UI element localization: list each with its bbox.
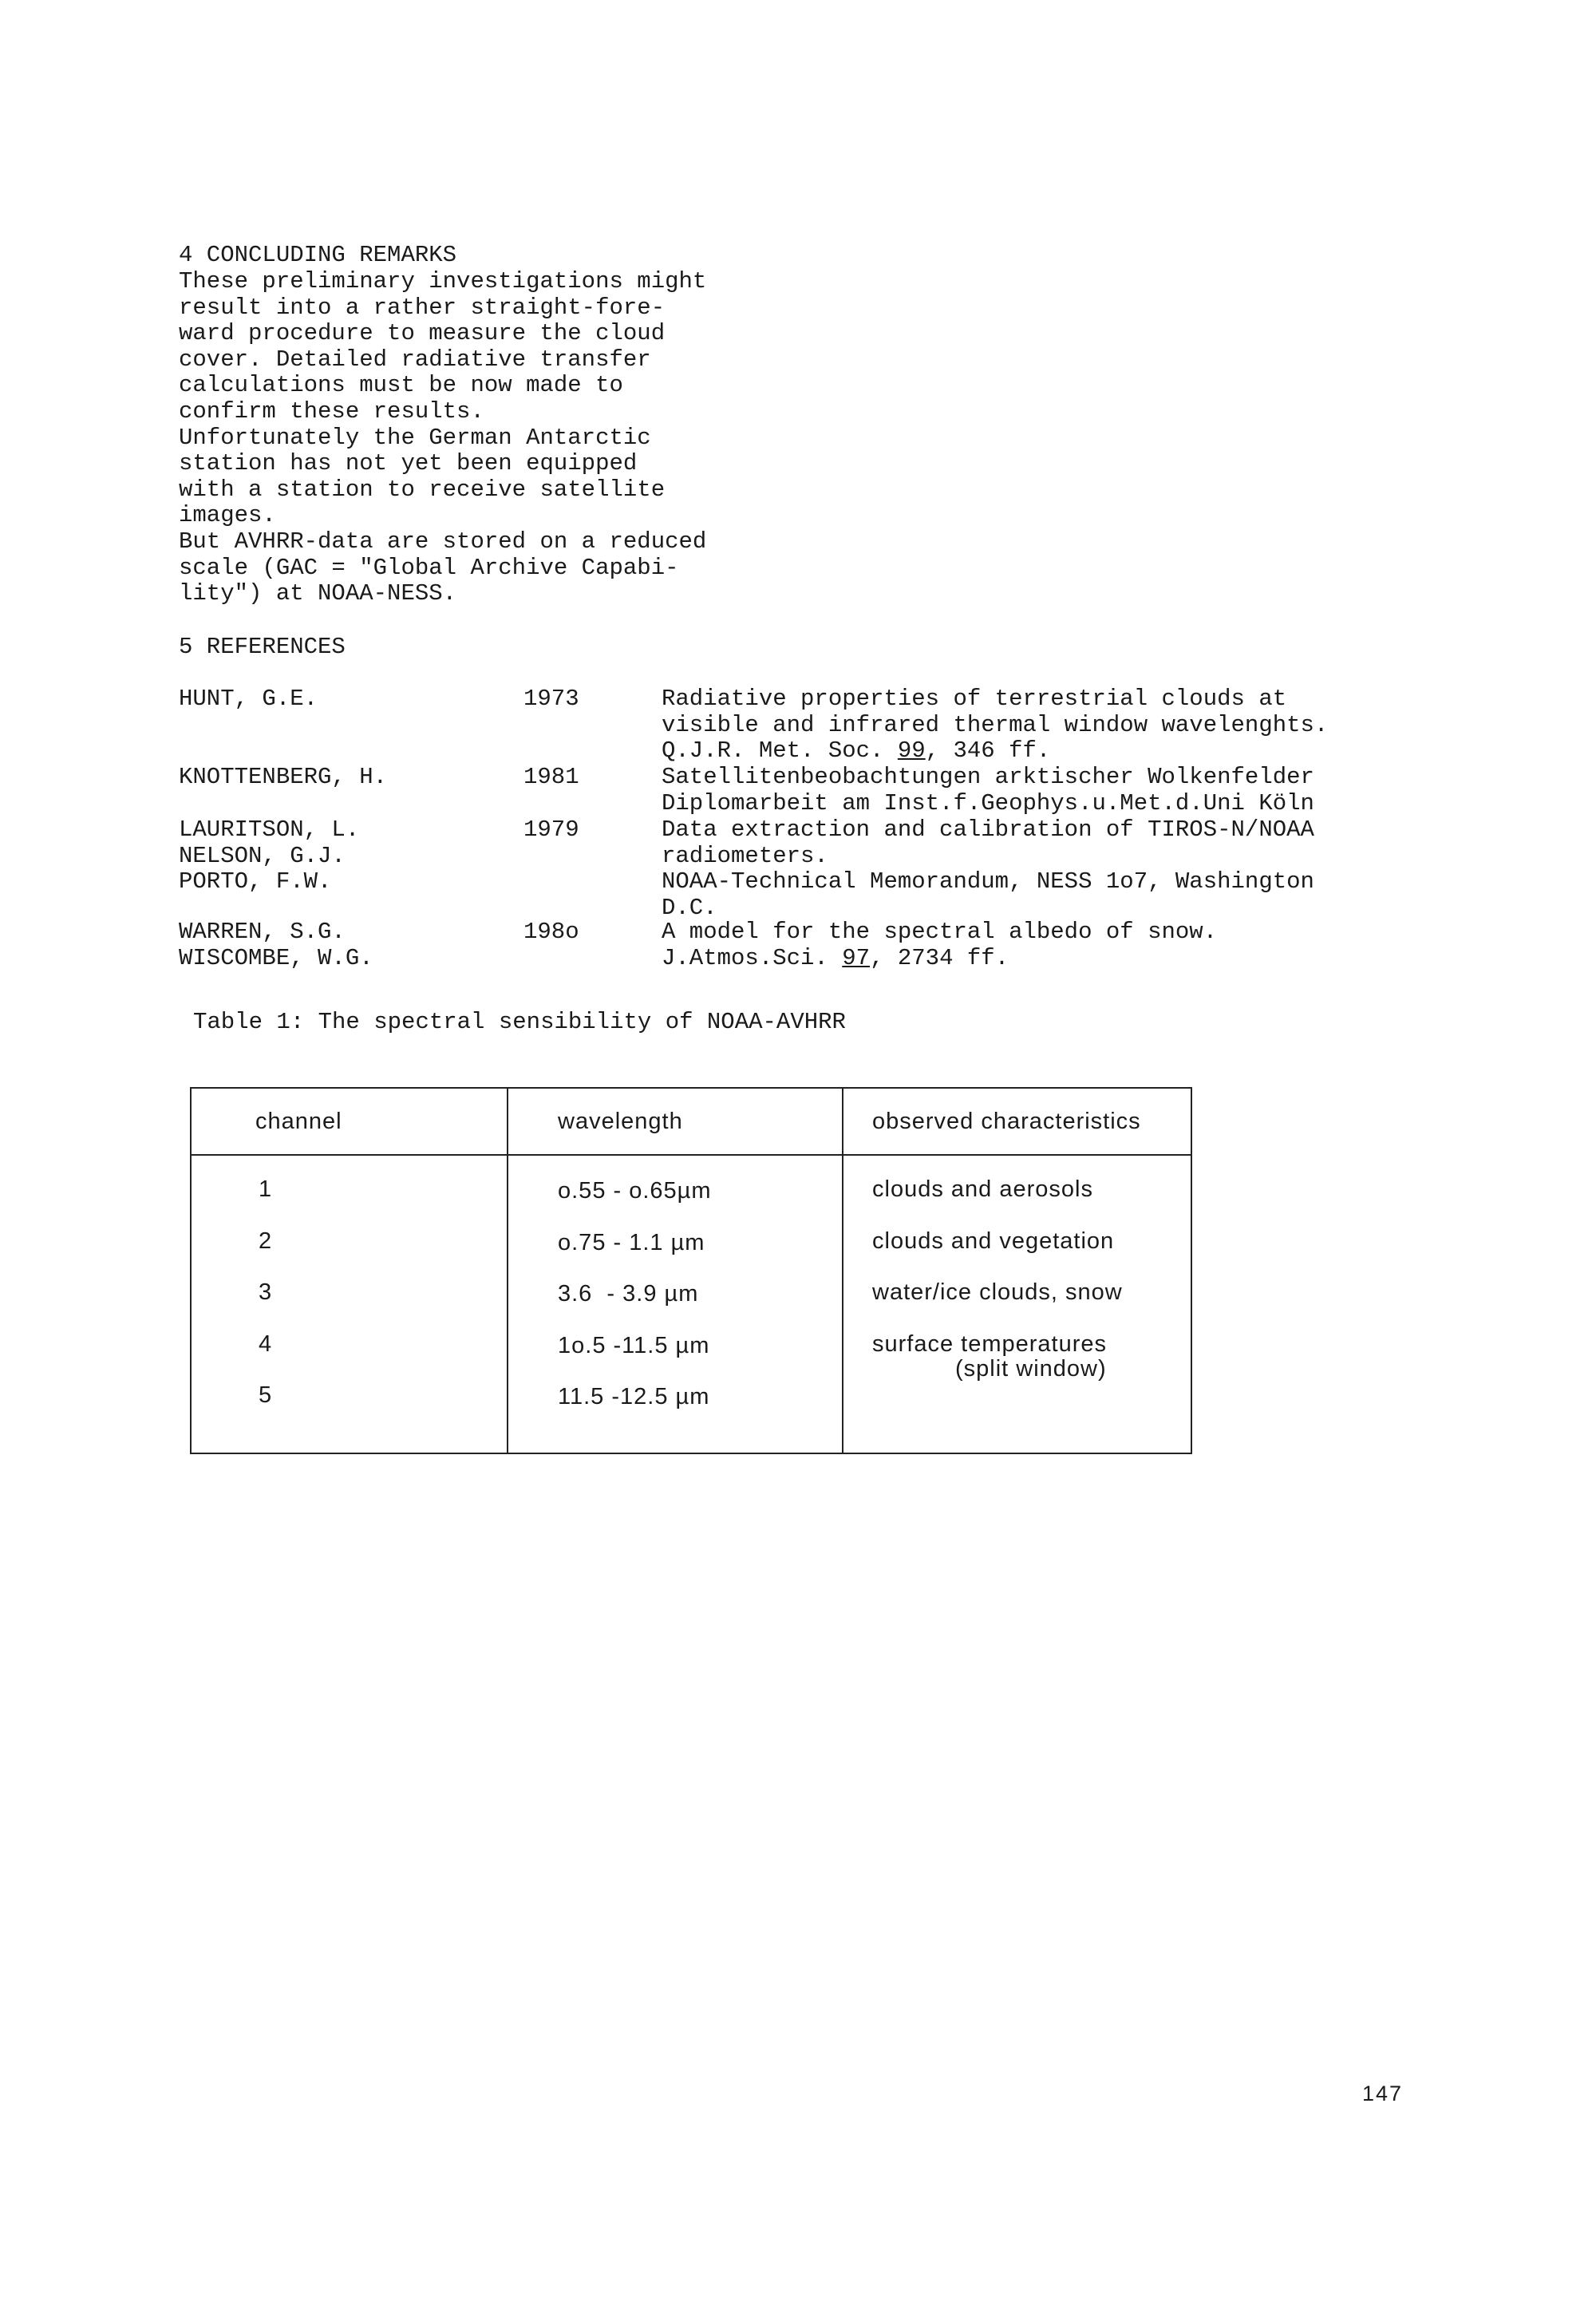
- table-caption: Table 1: The spectral sensibility of NOAA-AVHRR: [193, 1009, 846, 1035]
- reference-authors: [179, 919, 373, 971]
- reference-author: PORTO, F.W.: [179, 868, 332, 895]
- channel-column: [191, 1155, 508, 1453]
- reference-line: Diplomarbeit am Inst.f.Geophys.u.Met.d.Uni Köln: [662, 789, 1314, 816]
- paragraph-line: images.: [179, 502, 276, 529]
- paragraph-line: But AVHRR-data are stored on a reduced: [179, 528, 707, 555]
- reference-author: WISCOMBE, W.G.: [179, 944, 373, 971]
- reference-year: 1981: [523, 764, 579, 790]
- paragraph-line: lity") at NOAA-NESS.: [179, 580, 457, 607]
- reference-author: LAURITSON, L.: [179, 816, 360, 843]
- section-heading-concluding-remarks: 4 CONCLUDING REMARKS: [179, 242, 457, 268]
- table-cell: 4: [259, 1330, 273, 1357]
- reference-year: 198o: [523, 919, 579, 945]
- reference-pages: , 346 ff.: [925, 737, 1051, 765]
- reference-author: KNOTTENBERG, H.: [179, 764, 388, 790]
- paragraph-line: ward procedure to measure the cloud: [179, 320, 666, 347]
- reference-line: D.C.: [662, 894, 717, 921]
- reference-line: visible and infrared thermal window wavelenghts.: [662, 711, 1329, 738]
- table-cell: water/ice clouds, snow: [872, 1279, 1123, 1305]
- reference-line: Radiative properties of terrestrial clouds at: [662, 686, 1287, 712]
- reference-source: Q.J.R. Met. Soc.: [662, 737, 898, 765]
- reference-year: 1979: [523, 816, 579, 843]
- table-cell: clouds and vegetation: [872, 1228, 1115, 1254]
- reference-line: Satellitenbeobachtungen arktischer Wolkenfelder: [662, 764, 1314, 790]
- reference-author: WARREN, S.G.: [179, 919, 346, 945]
- paragraph-line: cover. Detailed radiative transfer: [179, 346, 651, 373]
- reference-pages: , 2734 ff.: [870, 944, 1009, 971]
- table-cell: 1: [259, 1176, 273, 1202]
- paragraph-line: calculations must be now made to: [179, 372, 623, 399]
- paragraph-line: station has not yet been equipped: [179, 450, 638, 477]
- reference-text: [662, 919, 1217, 971]
- paragraph-line: with a station to receive satellite: [179, 476, 666, 503]
- table-cell: 5: [259, 1382, 273, 1408]
- reference-volume: 99: [897, 737, 926, 765]
- reference-line: [662, 738, 1328, 765]
- reference-line: [662, 946, 1217, 972]
- wavelength-column: [508, 1155, 843, 1453]
- reference-author: HUNT, G.E.: [179, 686, 318, 712]
- paragraph-line: These preliminary investigations might: [179, 268, 707, 295]
- table-cell: surface temperatures: [872, 1330, 1108, 1357]
- table-body-row: [191, 1155, 1191, 1453]
- reference-line: NOAA-Technical Memorandum, NESS 1o7, Washington: [662, 868, 1314, 895]
- concluding-remarks-paragraph: [179, 269, 706, 607]
- table-cell: 11.5 -12.5 µm: [558, 1384, 710, 1409]
- column-header-characteristics: observed characteristics: [843, 1088, 1191, 1155]
- paragraph-line: Unfortunately the German Antarctic: [179, 424, 651, 451]
- table-cell-note: (split window): [955, 1356, 1107, 1382]
- table-cell: 2: [259, 1228, 273, 1254]
- reference-year: 1973: [523, 686, 579, 712]
- table-cell: 3: [259, 1279, 273, 1305]
- table-cell: clouds and aerosols: [872, 1176, 1093, 1202]
- table-cell: 1o.5 -11.5 µm: [558, 1332, 710, 1358]
- paragraph-line: confirm these results.: [179, 397, 484, 425]
- table-cell: 3.6 - 3.9 µm: [558, 1281, 699, 1307]
- table-header-row: [191, 1088, 1191, 1155]
- page-number: 147: [1362, 2082, 1404, 2105]
- table-cell: o.75 - 1.1 µm: [558, 1229, 705, 1255]
- reference-text: [662, 817, 1314, 921]
- reference-text: [662, 686, 1328, 765]
- reference-author: NELSON, G.J.: [179, 842, 346, 869]
- reference-authors: [179, 765, 387, 791]
- column-header-channel: channel: [191, 1088, 508, 1155]
- reference-authors: [179, 686, 318, 713]
- reference-volume: 97: [842, 944, 871, 971]
- paragraph-line: result into a rather straight-fore-: [179, 294, 666, 321]
- table-cell: o.55 - o.65µm: [558, 1178, 712, 1204]
- reference-line: radiometers.: [662, 842, 828, 869]
- spectral-sensibility-table: [190, 1087, 1192, 1454]
- reference-source: J.Atmos.Sci.: [662, 944, 843, 971]
- reference-text: [662, 765, 1314, 816]
- reference-authors: [179, 817, 359, 895]
- reference-line: Data extraction and calibration of TIROS-N/NOAA: [662, 816, 1314, 843]
- column-header-wavelength: wavelength: [508, 1088, 843, 1155]
- reference-line: A model for the spectral albedo of snow.: [662, 919, 1218, 945]
- section-heading-references: 5 REFERENCES: [179, 634, 346, 660]
- paragraph-line: scale (GAC = "Global Archive Capabi-: [179, 554, 679, 581]
- characteristics-column: [843, 1155, 1191, 1453]
